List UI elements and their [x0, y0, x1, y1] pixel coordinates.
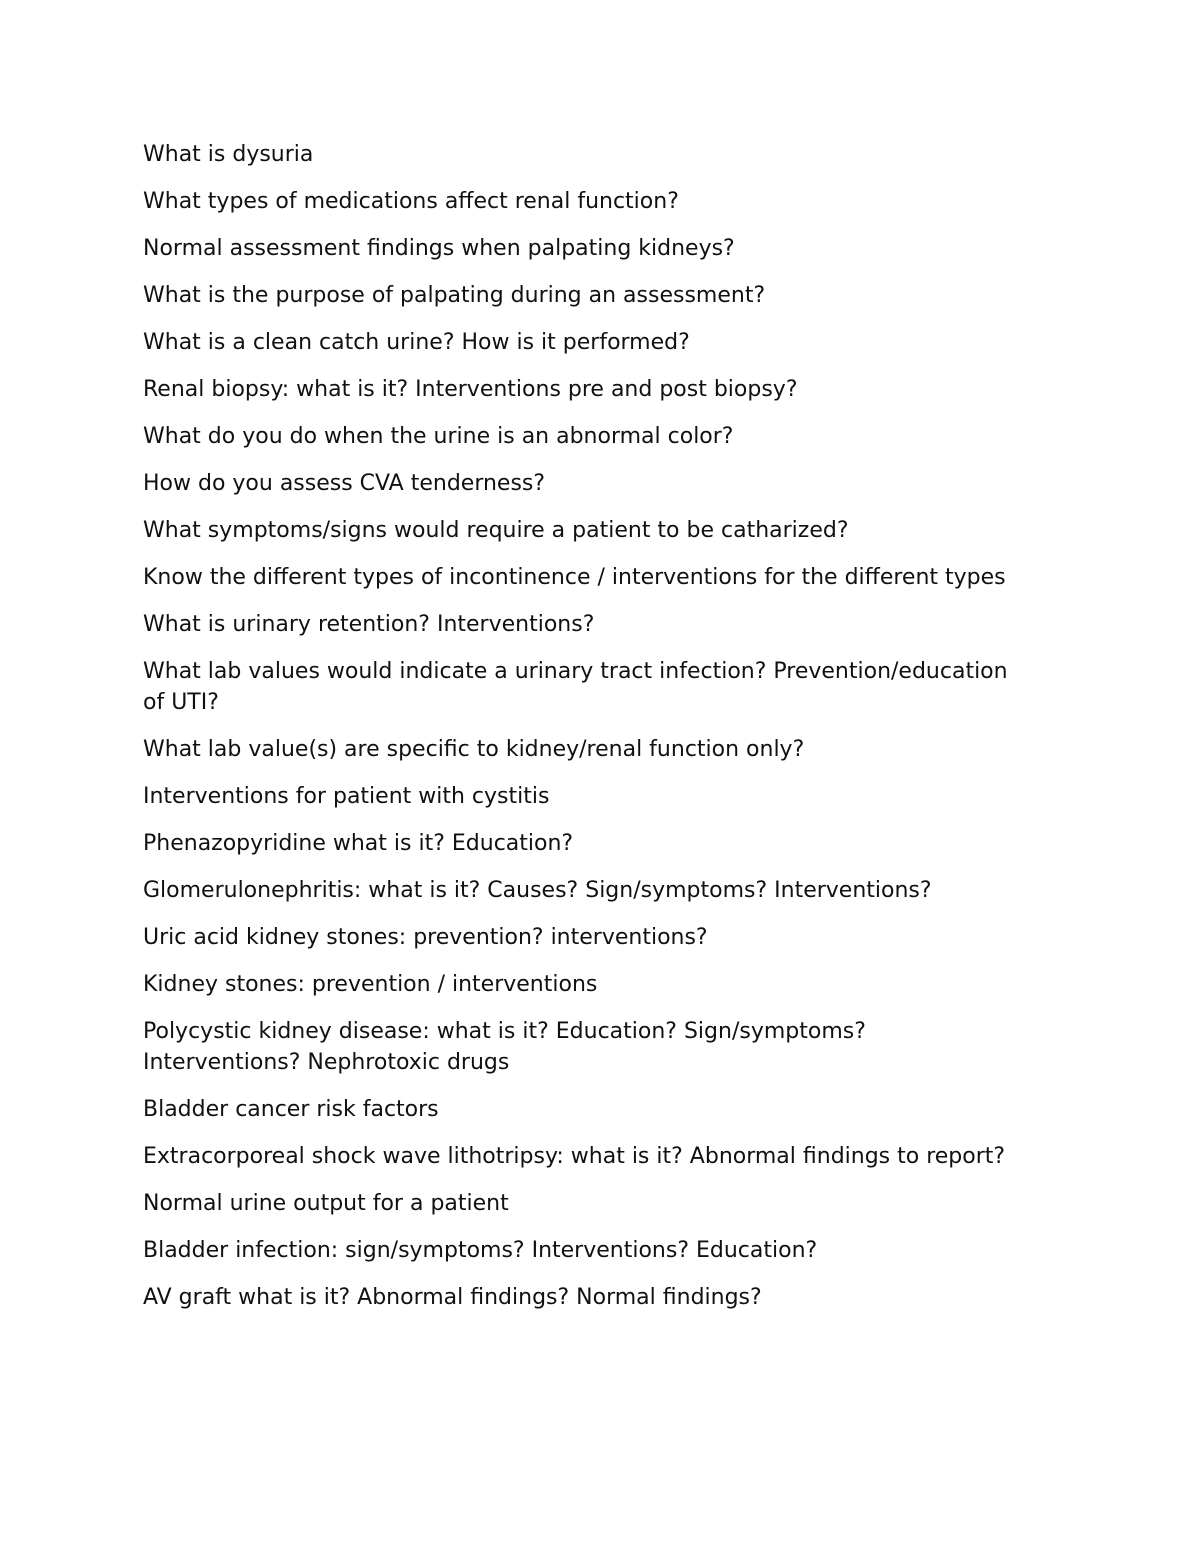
question-item: Bladder infection: sign/symptoms? Interventions? Education?: [143, 1238, 818, 1263]
question-item: Know the different types of incontinence / interventions for the different types: [143, 565, 1006, 590]
question-item: Phenazopyridine what is it? Education?: [143, 831, 574, 856]
question-item: What do you do when the urine is an abnormal color?: [143, 424, 734, 449]
question-item: Extracorporeal shock wave lithotripsy: what is it? Abnormal findings to report?: [143, 1144, 1006, 1169]
question-item: What is a clean catch urine? How is it performed?: [143, 330, 690, 355]
question-item: Renal biopsy: what is it? Interventions pre and post biopsy?: [143, 377, 798, 402]
question-item: What symptoms/signs would require a patient to be catharized?: [143, 518, 849, 543]
question-item: Polycystic kidney disease: what is it? Education? Sign/symptoms? Interventions? Nephrotoxic drugs: [143, 1019, 866, 1075]
question-item: What lab values would indicate a urinary tract infection? Prevention/education of UTI?: [143, 659, 1008, 715]
question-item: Bladder cancer risk factors: [143, 1097, 439, 1122]
question-item: How do you assess CVA tenderness?: [143, 471, 546, 496]
question-item: What is the purpose of palpating during an assessment?: [143, 283, 766, 308]
question-item: What is dysuria: [143, 142, 314, 167]
question-item: Normal urine output for a patient: [143, 1191, 509, 1216]
question-item: Normal assessment findings when palpating kidneys?: [143, 236, 735, 261]
question-item: What lab value(s) are specific to kidney/renal function only?: [143, 737, 805, 762]
question-item: What is urinary retention? Interventions?: [143, 612, 595, 637]
question-item: Uric acid kidney stones: prevention? interventions?: [143, 925, 708, 950]
question-item: AV graft what is it? Abnormal findings? Normal findings?: [143, 1285, 762, 1310]
question-item: Interventions for patient with cystitis: [143, 784, 550, 809]
question-item: Glomerulonephritis: what is it? Causes? Sign/symptoms? Interventions?: [143, 878, 932, 903]
question-list: [143, 139, 1023, 1329]
question-item: Kidney stones: prevention / interventions: [143, 972, 598, 997]
question-item: What types of medications affect renal function?: [143, 189, 679, 214]
